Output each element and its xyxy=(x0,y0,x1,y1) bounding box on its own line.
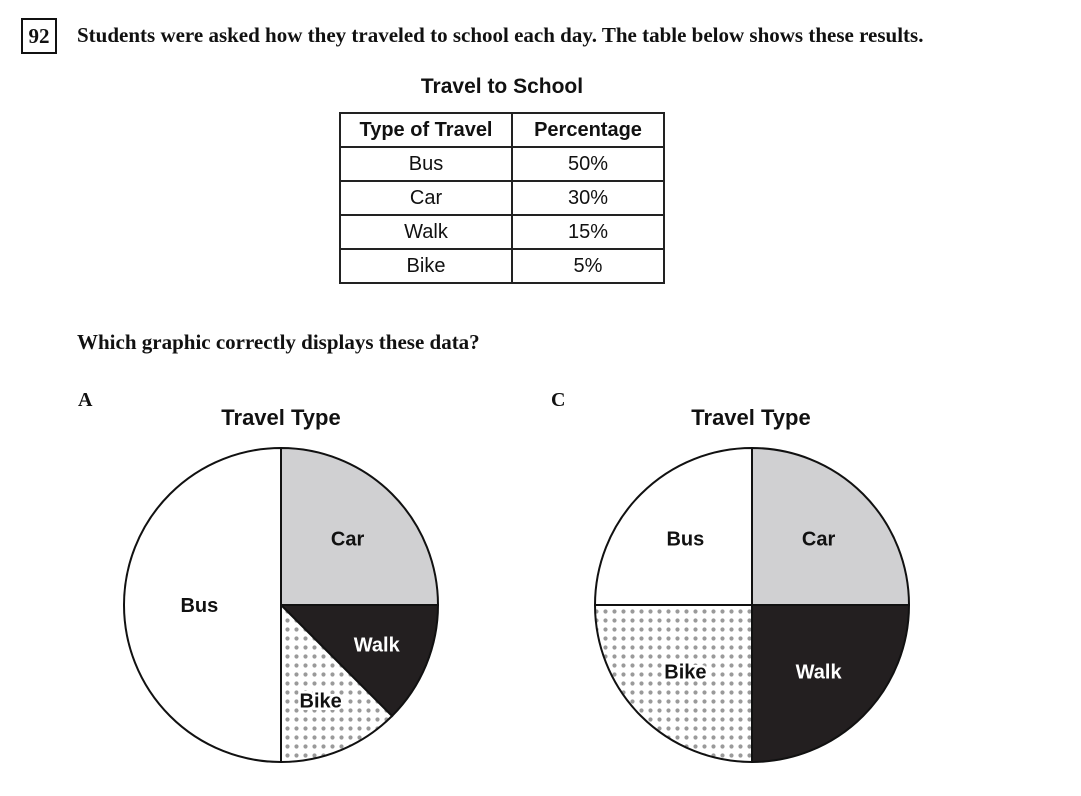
pie-label-bus: Bus xyxy=(180,595,219,617)
table-cell-type: Car xyxy=(340,181,512,215)
pie-label-bus: Bus xyxy=(666,528,705,551)
question-number: 92 xyxy=(21,18,57,54)
table-cell-percentage: 50% xyxy=(512,147,664,181)
table-cell-type: Bike xyxy=(340,249,512,283)
pie-label-walk: Walk xyxy=(353,634,400,657)
table-row xyxy=(340,147,664,181)
question-prompt: Students were asked how they traveled to school each day. The table below shows these results. xyxy=(77,23,924,47)
pie-label-bike: Bike xyxy=(664,661,707,684)
table-cell-percentage: 30% xyxy=(512,181,664,215)
pie-label-car: Car xyxy=(330,528,365,551)
pie-label-bike: Bike xyxy=(299,690,342,713)
option-a-chart-title: Travel Type xyxy=(221,405,341,430)
pie-label-car: Car xyxy=(801,528,836,551)
table-header-row xyxy=(340,113,664,147)
table-row xyxy=(340,215,664,249)
table-cell-type: Walk xyxy=(340,215,512,249)
option-c-pie-chart xyxy=(592,445,912,765)
travel-table xyxy=(339,112,665,284)
option-c-letter: C xyxy=(551,389,566,411)
question-ask: Which graphic correctly displays these data? xyxy=(77,330,480,354)
pie-label-walk: Walk xyxy=(795,661,842,684)
table-row xyxy=(340,249,664,283)
pie-slice-car xyxy=(752,448,909,605)
table-cell-type: Bus xyxy=(340,147,512,181)
table-cell-percentage: 5% xyxy=(512,249,664,283)
pie-slice-bus xyxy=(595,448,752,605)
option-a-pie-chart xyxy=(121,445,441,765)
table-row xyxy=(340,181,664,215)
table-header-type: Type of Travel xyxy=(340,113,512,147)
option-c-chart-title: Travel Type xyxy=(691,405,811,430)
table-header-percentage: Percentage xyxy=(512,113,664,147)
pie-slice-car xyxy=(281,448,438,605)
table-title: Travel to School xyxy=(420,75,584,98)
option-a-letter: A xyxy=(78,389,93,411)
table-cell-percentage: 15% xyxy=(512,215,664,249)
